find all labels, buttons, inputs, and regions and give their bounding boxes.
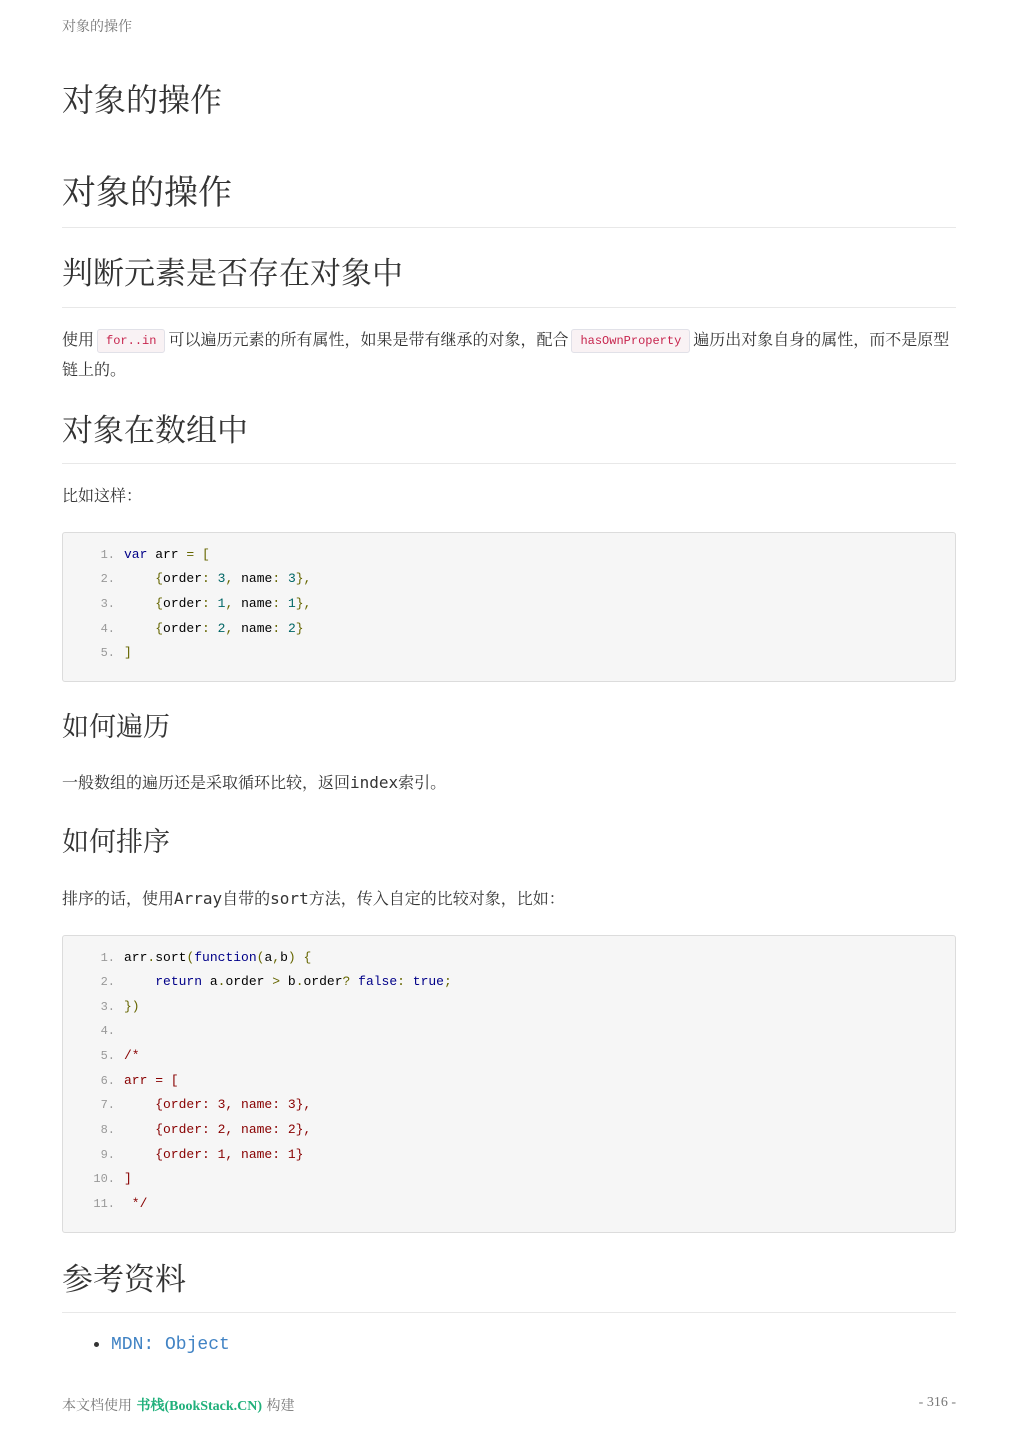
footer-credit bbox=[62, 1395, 295, 1415]
line-number: 8. bbox=[100, 1123, 115, 1137]
code-line: 3. }) bbox=[63, 995, 140, 1019]
line-number: 10. bbox=[93, 1172, 115, 1186]
code-block-array bbox=[62, 532, 956, 682]
code-line: 9. {order: 1, name: 1} bbox=[63, 1143, 303, 1167]
code-line bbox=[63, 1019, 124, 1043]
code-line: 5. /* bbox=[63, 1044, 140, 1068]
section-title: 对象的操作 bbox=[62, 173, 232, 213]
list-item bbox=[111, 1333, 230, 1355]
running-header: 对象的操作 bbox=[62, 19, 132, 35]
line-number: 1. bbox=[100, 548, 115, 562]
line-number: 9. bbox=[100, 1148, 115, 1162]
code-line: 11. */ bbox=[63, 1192, 147, 1216]
heading-divider bbox=[62, 307, 956, 308]
paragraph-text: 使用 bbox=[62, 330, 95, 349]
page-number: - 316 - bbox=[918, 1395, 956, 1410]
heading-references: 参考资料 bbox=[62, 1262, 186, 1298]
heading-how-to-iterate: 如何遍历 bbox=[62, 712, 170, 743]
line-number: 5. bbox=[100, 646, 115, 660]
line-number: 11. bbox=[93, 1197, 115, 1211]
line-number: 4. bbox=[100, 622, 115, 636]
code-line: 1. var arr = [ bbox=[63, 543, 210, 567]
paragraph-sort: 排序的话，使用Array自带的sort方法，传入自定的比较对象，比如： bbox=[62, 889, 565, 908]
mdn-object-link[interactable]: MDN: Object bbox=[111, 1335, 230, 1355]
heading-divider bbox=[62, 227, 956, 228]
footer-suffix: 构建 bbox=[266, 1398, 295, 1414]
code-block-sort bbox=[62, 935, 956, 1233]
line-number: 1. bbox=[100, 951, 115, 965]
line-number: 4. bbox=[100, 1024, 115, 1038]
code-line: 4. {order: 2, name: 2} bbox=[63, 617, 304, 641]
line-number: 3. bbox=[100, 597, 115, 611]
inline-code-hasownproperty: hasOwnProperty bbox=[571, 329, 690, 353]
inline-code-for-in: for..in bbox=[97, 329, 165, 353]
code-line: 2. return a.order > b.order? false: true; bbox=[63, 970, 452, 994]
code-line: 7. {order: 3, name: 3}, bbox=[63, 1093, 311, 1117]
footer-prefix: 本文档使用 bbox=[62, 1398, 132, 1414]
line-number: 6. bbox=[100, 1074, 115, 1088]
doc-title: 对象的操作 bbox=[62, 81, 223, 119]
code-line: 6. arr = [ bbox=[63, 1069, 179, 1093]
heading-element-exists: 判断元素是否存在对象中 bbox=[62, 256, 403, 292]
footer-brand-link[interactable]: 书栈(BookStack.CN) bbox=[136, 1399, 263, 1414]
paragraph-text: 遍历出对象自身的属性，而不是原型链上的。 bbox=[62, 330, 950, 379]
code-line: 5. ] bbox=[63, 641, 132, 665]
line-number: 7. bbox=[100, 1098, 115, 1112]
line-number: 2. bbox=[100, 572, 115, 586]
heading-divider bbox=[62, 463, 956, 464]
heading-how-to-sort: 如何排序 bbox=[62, 827, 170, 858]
code-line: 1. arr.sort(function(a,b) { bbox=[63, 946, 311, 970]
line-number: 5. bbox=[100, 1049, 115, 1063]
heading-divider bbox=[62, 1312, 956, 1313]
heading-object-in-array: 对象在数组中 bbox=[62, 413, 248, 449]
code-line: 8. {order: 2, name: 2}, bbox=[63, 1118, 311, 1142]
paragraph-for-in bbox=[62, 326, 956, 384]
code-line: 2. {order: 3, name: 3}, bbox=[63, 567, 311, 591]
line-number: 3. bbox=[100, 1000, 115, 1014]
reference-list bbox=[62, 1333, 230, 1355]
line-number: 2. bbox=[100, 975, 115, 989]
paragraph-text: 可以遍历元素的所有属性，如果是带有继承的对象，配合 bbox=[168, 330, 569, 349]
paragraph-iterate: 一般数组的遍历还是采取循环比较，返回index索引。 bbox=[62, 773, 447, 792]
paragraph-example-intro: 比如这样： bbox=[62, 486, 143, 505]
code-line: 3. {order: 1, name: 1}, bbox=[63, 592, 311, 616]
code-line: 10. ] bbox=[63, 1167, 132, 1191]
